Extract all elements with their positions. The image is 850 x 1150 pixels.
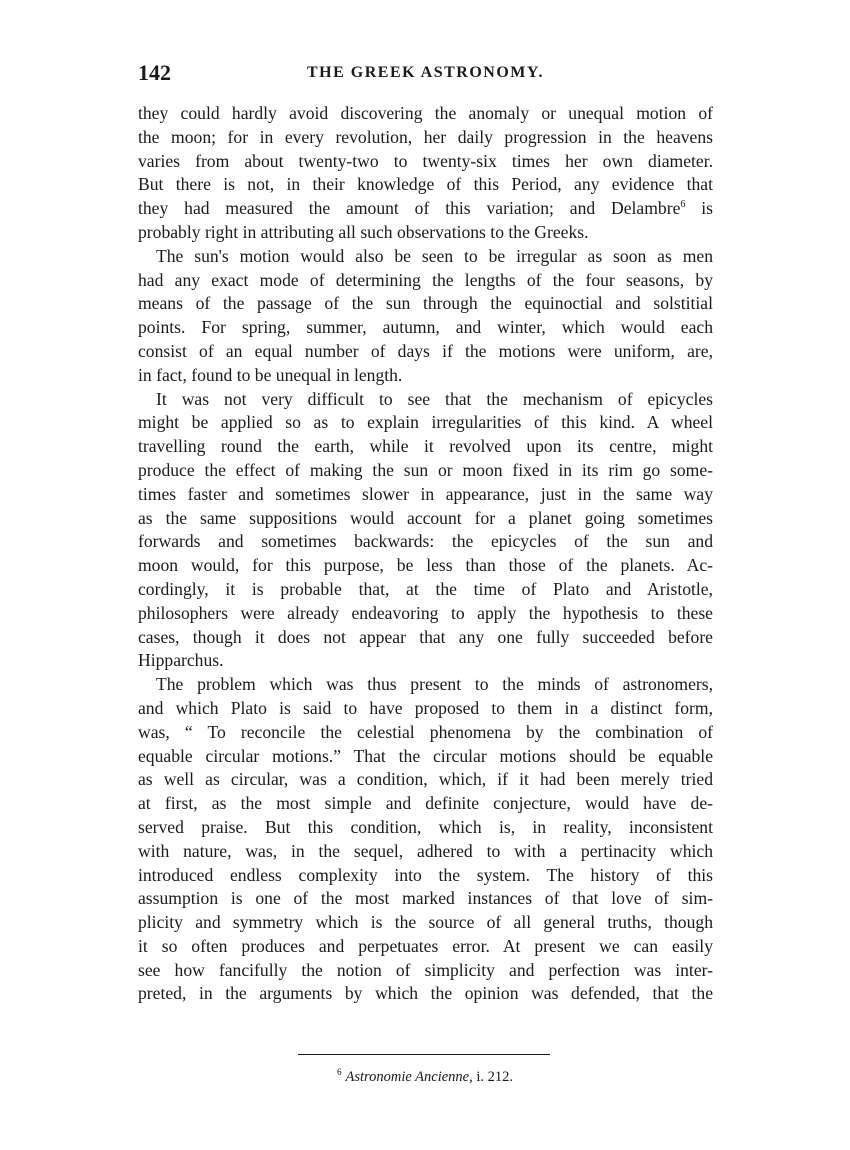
line-text: equable circular motions.” That the circular motions should be equable bbox=[138, 745, 713, 766]
line-text: the moon; for in every revolution, her daily progression in the heavens bbox=[138, 126, 713, 147]
page-header bbox=[138, 60, 713, 90]
text-line bbox=[138, 530, 713, 554]
text-line bbox=[138, 126, 713, 150]
line-text: consist of an equal number of days if the motions were uniform, are, bbox=[138, 340, 713, 361]
text-line bbox=[138, 150, 713, 174]
line-text: produce the effect of making the sun or moon fixed in its rim go some- bbox=[138, 459, 713, 480]
line-text: and which Plato is said to have proposed to them in a distinct form, bbox=[138, 697, 713, 718]
line-text: as the same suppositions would account for a planet going sometimes bbox=[138, 507, 713, 528]
line-text: But there is not, in their knowledge of this Period, any evidence that bbox=[138, 174, 713, 195]
line-text: they had measured the amount of this variation; and Delambre bbox=[138, 198, 681, 219]
paragraph bbox=[138, 102, 713, 245]
line-text: as well as circular, was a condition, which, if it had been merely tried bbox=[138, 769, 713, 790]
line-text: might be applied so as to explain irregularities of this kind. A wheel bbox=[138, 412, 713, 433]
footnote-ref: i. 212. bbox=[472, 1069, 514, 1085]
line-text: The problem which was thus present to the minds of astronomers, bbox=[156, 674, 713, 695]
text-line bbox=[138, 673, 713, 697]
text-line bbox=[138, 411, 713, 435]
footnote-rule bbox=[298, 1054, 550, 1055]
text-line bbox=[138, 292, 713, 316]
line-text: travelling round the earth, while it revolved upon its centre, might bbox=[138, 436, 713, 457]
line-text: The sun's motion would also be seen to be irregular as soon as men bbox=[156, 245, 713, 266]
text-line bbox=[138, 864, 713, 888]
text-line bbox=[138, 221, 713, 245]
line-text: with nature, was, in the sequel, adhered to with a pertinacity which bbox=[138, 840, 713, 861]
text-line bbox=[138, 745, 713, 769]
text-line bbox=[138, 911, 713, 935]
line-text: had any exact mode of determining the lengths of the four seasons, by bbox=[138, 269, 713, 290]
text-line bbox=[138, 840, 713, 864]
line-text: at first, as the most simple and definite conjecture, would have de- bbox=[138, 793, 713, 814]
line-text: forwards and sometimes backwards: the epicycles of the sun and bbox=[138, 531, 713, 552]
footnote bbox=[0, 1069, 850, 1086]
text-line bbox=[138, 816, 713, 840]
footnote-title: Astronomie Ancienne, bbox=[345, 1069, 473, 1085]
text-line bbox=[138, 364, 713, 388]
text-line bbox=[138, 554, 713, 578]
text-line bbox=[138, 507, 713, 531]
text-line bbox=[138, 959, 713, 983]
text-line bbox=[138, 768, 713, 792]
line-text: plicity and symmetry which is the source of all general truths, though bbox=[138, 912, 713, 933]
text-line bbox=[138, 173, 713, 197]
text-line bbox=[138, 578, 713, 602]
line-text: it so often produces and perpetuates error. At present we can easily bbox=[138, 935, 713, 956]
paragraph bbox=[138, 388, 713, 674]
text-line bbox=[138, 982, 713, 1006]
line-text: introduced endless complexity into the system. The history of this bbox=[138, 864, 713, 885]
text-line bbox=[138, 483, 713, 507]
paragraph bbox=[138, 245, 713, 388]
footnote-reference: 6 bbox=[680, 199, 686, 211]
line-text: moon would, for this purpose, be less than those of the planets. Ac- bbox=[138, 555, 713, 576]
text-line bbox=[138, 649, 713, 673]
body-text bbox=[138, 102, 713, 1006]
text-line bbox=[138, 792, 713, 816]
line-text: probably right in attributing all such observations to the Greeks. bbox=[138, 221, 589, 242]
text-line bbox=[138, 340, 713, 364]
line-text: means of the passage of the sun through the equinoctial and solstitial bbox=[138, 293, 713, 314]
line-text: It was not very difficult to see that the mechanism of epicycles bbox=[156, 388, 713, 409]
running-head: THE GREEK ASTRONOMY. bbox=[306, 64, 544, 81]
line-text: they could hardly avoid discovering the anomaly or unequal motion of bbox=[138, 103, 713, 123]
text-line bbox=[138, 721, 713, 745]
text-line bbox=[138, 316, 713, 340]
text-line bbox=[138, 269, 713, 293]
text-line bbox=[138, 935, 713, 959]
text-line bbox=[138, 459, 713, 483]
line-text: philosophers were already endeavoring to apply the hypothesis to these bbox=[138, 602, 713, 623]
line-text-after-ref: is bbox=[685, 198, 714, 219]
line-text: cordingly, it is probable that, at the time of Plato and Aristotle, bbox=[138, 578, 713, 599]
line-text: assumption is one of the most marked instances of that love of sim- bbox=[138, 888, 713, 909]
text-line bbox=[138, 887, 713, 911]
page-number: 142 bbox=[138, 60, 171, 85]
text-line bbox=[138, 602, 713, 626]
text-line bbox=[138, 626, 713, 650]
line-text: served praise. But this condition, which is, in reality, inconsistent bbox=[138, 816, 713, 837]
paragraph bbox=[138, 673, 713, 1006]
line-text: preted, in the arguments by which the opinion was defended, that the bbox=[138, 983, 713, 1004]
line-text: Hipparchus. bbox=[138, 650, 224, 671]
line-text: cases, though it does not appear that any one fully succeeded before bbox=[138, 626, 713, 647]
line-text: varies from about twenty-two to twenty-six times her own diameter. bbox=[138, 150, 713, 171]
text-line bbox=[138, 245, 713, 269]
text-line bbox=[138, 388, 713, 412]
line-text: times faster and sometimes slower in appearance, just in the same way bbox=[138, 483, 713, 504]
text-line bbox=[138, 697, 713, 721]
text-line bbox=[138, 102, 713, 126]
footnote-mark: 6 bbox=[336, 1067, 342, 1078]
line-text: points. For spring, summer, autumn, and winter, which would each bbox=[138, 317, 713, 338]
line-text: was, “ To reconcile the celestial phenomena by the combination of bbox=[138, 721, 713, 742]
text-line bbox=[138, 435, 713, 459]
line-text: in fact, found to be unequal in length. bbox=[138, 364, 403, 385]
line-text: see how fancifully the notion of simplicity and perfection was inter- bbox=[138, 959, 713, 980]
text-line bbox=[138, 197, 713, 221]
